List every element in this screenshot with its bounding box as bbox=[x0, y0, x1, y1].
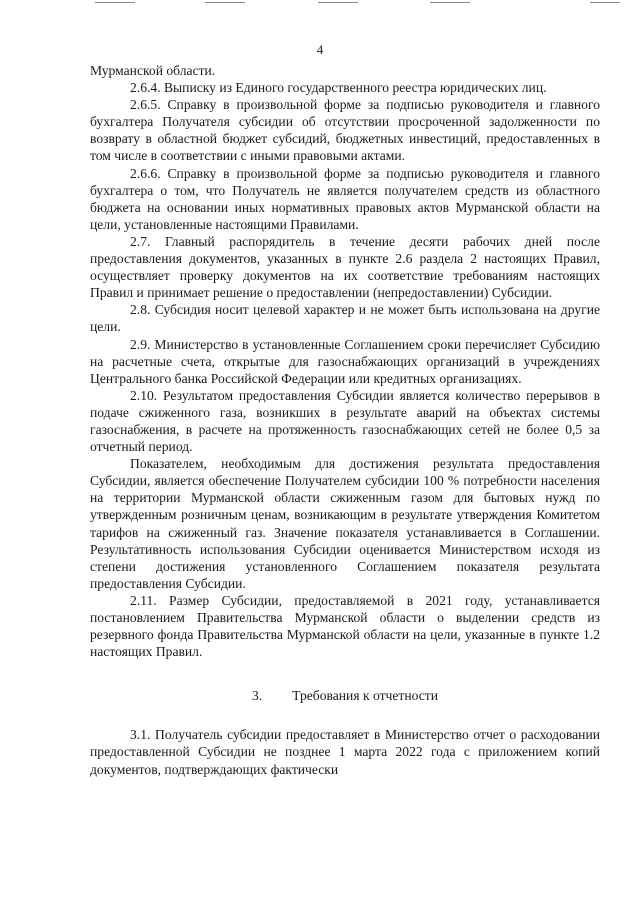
document-body bbox=[90, 62, 600, 778]
paragraph-2-8: 2.8. Субсидия носит целевой характер и не может быть использована на другие цели. bbox=[90, 302, 600, 335]
paragraph-2-10: 2.10. Результатом предоставления Субсидии является количество перерывов в подаче сжиженного газа, возникших в результате аварий на объектах системы газоснабжения, в расчете на протяженность газоснабжающих сетей не более 0,5 за отчетный период. bbox=[90, 387, 600, 455]
paragraph-3-1: 3.1. Получатель субсидии предоставляет в Министерство отчет о расходовании предоставленной Субсидии не позднее 1 марта 2022 года с приложением копий документов, подтверждающих фактически bbox=[90, 727, 600, 777]
section-number: 3. bbox=[251, 688, 263, 704]
paragraph-2-11: 2.11. Размер Субсидии, предоставляемой в 2021 году, устанавливается постановлением Правительства Мурманской области о выделении средств из резервного фонда Правительства Мурманской области на цели, указанные в пункте 1.2 настоящих Правил. bbox=[90, 592, 600, 660]
paragraph-indicator: Показателем, необходимым для достижения результата предоставления Субсидии, является обеспечение Получателем субсидии 100 % потребности населения на территории Мурманской области сжиженным газом для бытовых нужд по утвержденным розничным ценам, возникающим в результате утверждения Комитетом тарифов на сжиженный газ. Значение показателя устанавливается в Соглашении. Результативность использования Субсидии оценивается Министерством исходя из степени достижения установленного Соглашением показателя результата предоставления Субсидии. bbox=[90, 456, 600, 591]
paragraph-continuation: Мурманской области. bbox=[90, 63, 216, 78]
paragraph-2-9: 2.9. Министерство в установленные Соглашением сроки перечисляет Субсидию на расчетные счета, открытые для газоснабжающих организаций в учреждениях Центрального банка Российской Федерации или кредитных организациях. bbox=[90, 336, 600, 386]
section-title: Требования к отчетности bbox=[292, 688, 439, 704]
paragraph-2-6-5: 2.6.5. Справку в произвольной форме за подписью руководителя и главного бухгалтера Получателя субсидии об отсутствии просроченной задолженности по возврату в областной бюджет субсидий, бюджетных инвестиций, предоставленных в том числе в соответствии с иными правовыми актами. bbox=[90, 97, 600, 164]
page-number: 4 bbox=[316, 42, 324, 57]
scan-top-edge-marks bbox=[0, 0, 640, 6]
paragraph-2-6-6: 2.6.6. Справку в произвольной форме за подписью руководителя и главного бухгалтера о том, что Получатель не является получателем средств из областного бюджета на основании иных нормативных правовых актов Мурманской области на цели, установленные настоящими Правилами. bbox=[90, 165, 600, 232]
section-heading bbox=[90, 687, 600, 704]
paragraph-2-7: 2.7. Главный распорядитель в течение десяти рабочих дней после предоставления документов, указанных в пункте 2.6 раздела 2 настоящих Правил, осуществляет проверку документов на их соответствие требованиям настоящих Правил и принимает решение о предоставлении (непредоставлении) Субсидии. bbox=[90, 233, 600, 301]
paragraph-2-6-4: 2.6.4. Выписку из Единого государственного реестра юридических лиц. bbox=[130, 80, 547, 96]
